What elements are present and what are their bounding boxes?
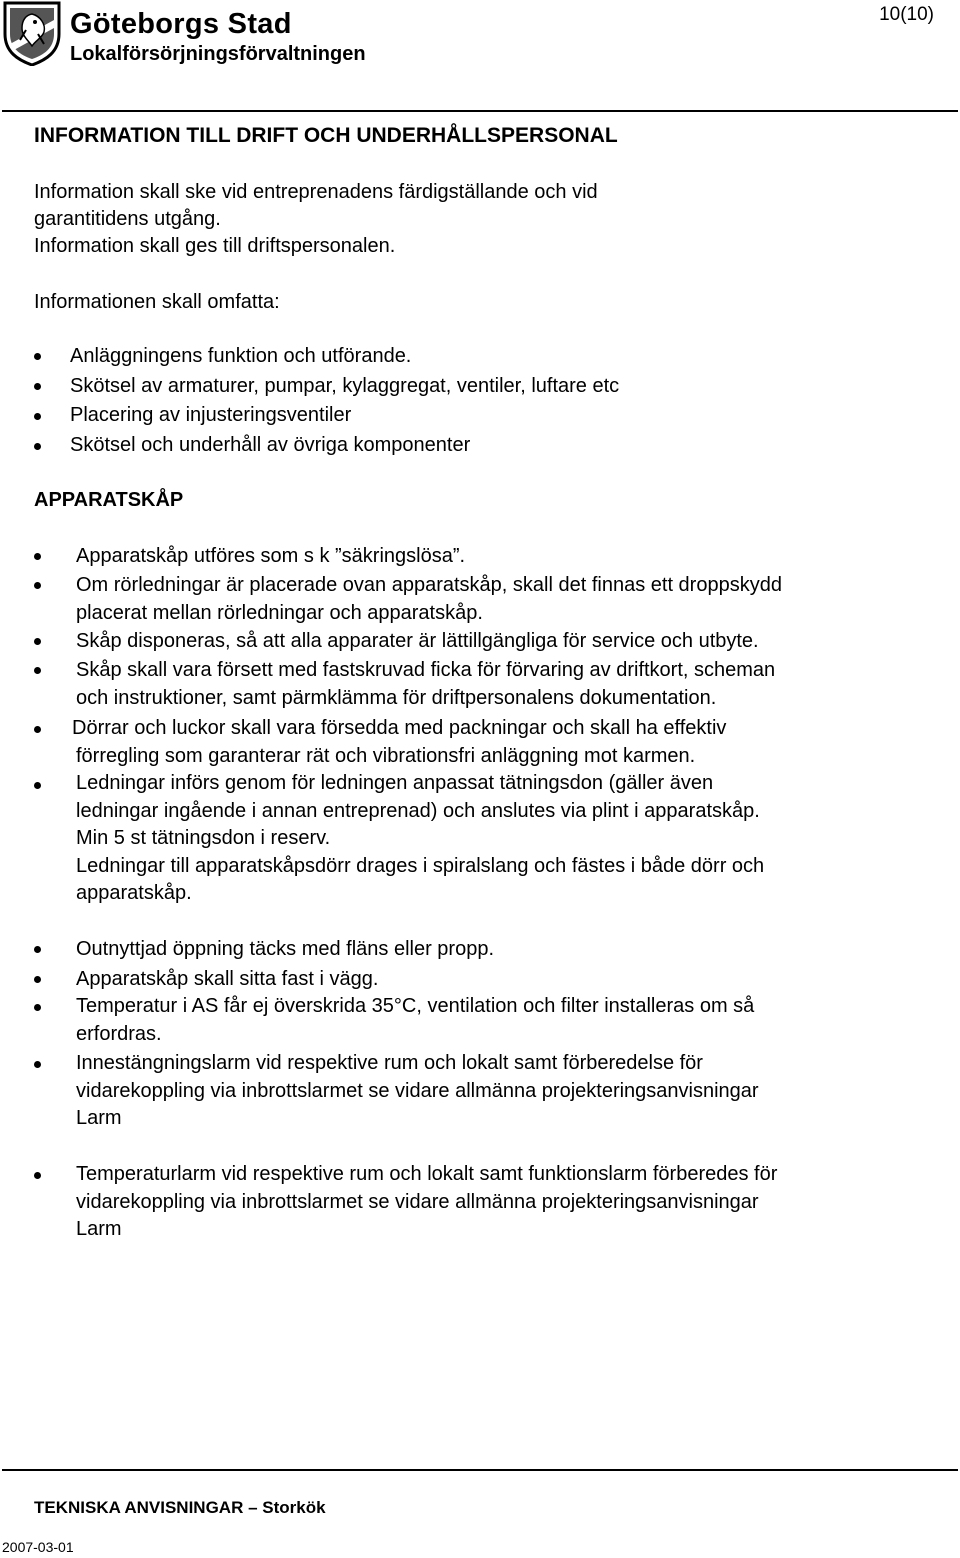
paragraph — [34, 179, 598, 260]
section-heading: APPARATSKÅP — [34, 489, 184, 511]
list-item-line: Ledningar införs genom för ledningen anpassat tätningsdon (gäller även — [76, 772, 714, 794]
list-item: Skötsel av armaturer, pumpar, kylaggregat, ventiler, luftare etc — [70, 375, 620, 397]
bullet-icon — [34, 582, 41, 589]
list-item-line: Dörrar och luckor skall vara försedda med packningar och skall ha effektiv — [72, 717, 727, 739]
list-item-line: Skåp disponeras, så att alla apparater är lättillgängliga för service och utbyte. — [76, 630, 759, 652]
bullet-icon — [34, 1061, 41, 1068]
list-item-line: Larm — [76, 1218, 122, 1240]
list-item-line: ledningar ingående i annan entreprenad) och anslutes via plint i apparatskåp. — [76, 799, 760, 822]
list-item — [76, 571, 782, 627]
list-item — [76, 993, 754, 1048]
paragraph: Informationen skall omfatta: — [34, 291, 280, 313]
bullet-icon — [34, 553, 41, 560]
paragraph-line: garantitidens utgång. — [34, 208, 221, 230]
list-item-line: Ledningar till apparatskåpsdörr drages i spiralslang och fästes i både dörr och — [76, 854, 765, 877]
list-item — [76, 542, 465, 570]
list-item — [76, 656, 775, 712]
list-item-line: Temperatur i AS får ej överskrida 35°C, ventilation och filter installeras om så — [76, 995, 755, 1017]
list-item-line: apparatskåp. — [76, 882, 192, 904]
bullet-icon — [34, 782, 41, 789]
page-number: 10(10) — [879, 4, 934, 25]
goteborg-lion-crest-icon — [2, 0, 62, 66]
list-item — [76, 627, 759, 655]
list-item-line: Apparatskåp utföres som s k ”säkringslösa”. — [76, 545, 466, 567]
org-department: Lokalförsörjningsförvaltningen — [70, 43, 366, 65]
bullet-icon — [34, 638, 41, 645]
list-item — [76, 965, 378, 993]
list-item — [76, 770, 764, 908]
bullet-icon — [34, 443, 41, 450]
list-item-line: Innestängningslarm vid respektive rum och lokalt samt förberedelse för — [76, 1052, 703, 1074]
list-item-line: vidarekoppling via inbrottslarmet se vidare allmänna projekteringsanvisningar — [76, 1190, 759, 1213]
list-item — [76, 1161, 777, 1244]
list-item — [72, 714, 726, 770]
bullet-icon — [34, 1004, 41, 1011]
list-item-line: Outnyttjad öppning täcks med fläns eller propp. — [76, 938, 495, 960]
list-item-line: förregling som garanterar rät och vibrationsfri anläggning mot karmen. — [76, 745, 696, 767]
list-item-line: placerat mellan rörledningar och apparatskåp. — [76, 602, 483, 624]
paragraph-line: Information skall ges till driftspersonalen. — [34, 235, 396, 257]
bullet-icon — [34, 353, 41, 360]
list-item: Skötsel och underhåll av övriga komponenter — [70, 434, 471, 456]
footer-date: 2007-03-01 — [2, 1539, 74, 1555]
list-item — [76, 935, 494, 963]
list-item-line: Larm — [76, 1107, 122, 1129]
list-item-line: och instruktioner, samt pärmklämma för driftpersonalens dokumentation. — [76, 687, 717, 709]
bullet-icon — [34, 667, 41, 674]
footer-divider — [2, 1469, 958, 1471]
bullet-icon — [34, 726, 41, 733]
bullet-icon — [34, 383, 41, 390]
footer-title: TEKNISKA ANVISNINGAR – Storkök — [34, 1498, 326, 1517]
bullet-icon — [34, 976, 41, 983]
list-item-line: Min 5 st tätningsdon i reserv. — [76, 827, 331, 849]
list-item-line: Apparatskåp skall sitta fast i vägg. — [76, 968, 379, 990]
bullet-icon — [34, 946, 41, 953]
list-item-line: Om rörledningar är placerade ovan apparatskåp, skall det finnas ett droppskydd — [76, 574, 782, 596]
list-item-line: vidarekoppling via inbrottslarmet se vidare allmänna projekteringsanvisningar — [76, 1079, 759, 1102]
list-item — [76, 1050, 759, 1133]
section-heading: INFORMATION TILL DRIFT OCH UNDERHÅLLSPERSONAL — [34, 124, 618, 147]
list-item: Placering av injusteringsventiler — [70, 404, 352, 426]
org-name: Göteborgs Stad — [70, 8, 292, 40]
list-item-line: Skåp skall vara försett med fastskruvad ficka för förvaring av driftkort, scheman — [76, 659, 776, 681]
header-divider — [2, 110, 958, 112]
list-item-line: erfordras. — [76, 1022, 162, 1045]
bullet-icon — [34, 1172, 41, 1179]
paragraph-line: Information skall ske vid entreprenadens färdigställande och vid — [34, 181, 598, 203]
list-item-line: Temperaturlarm vid respektive rum och lokalt samt funktionslarm förberedes för — [76, 1163, 778, 1185]
list-item: Anläggningens funktion och utförande. — [70, 345, 412, 367]
bullet-icon — [34, 413, 41, 420]
